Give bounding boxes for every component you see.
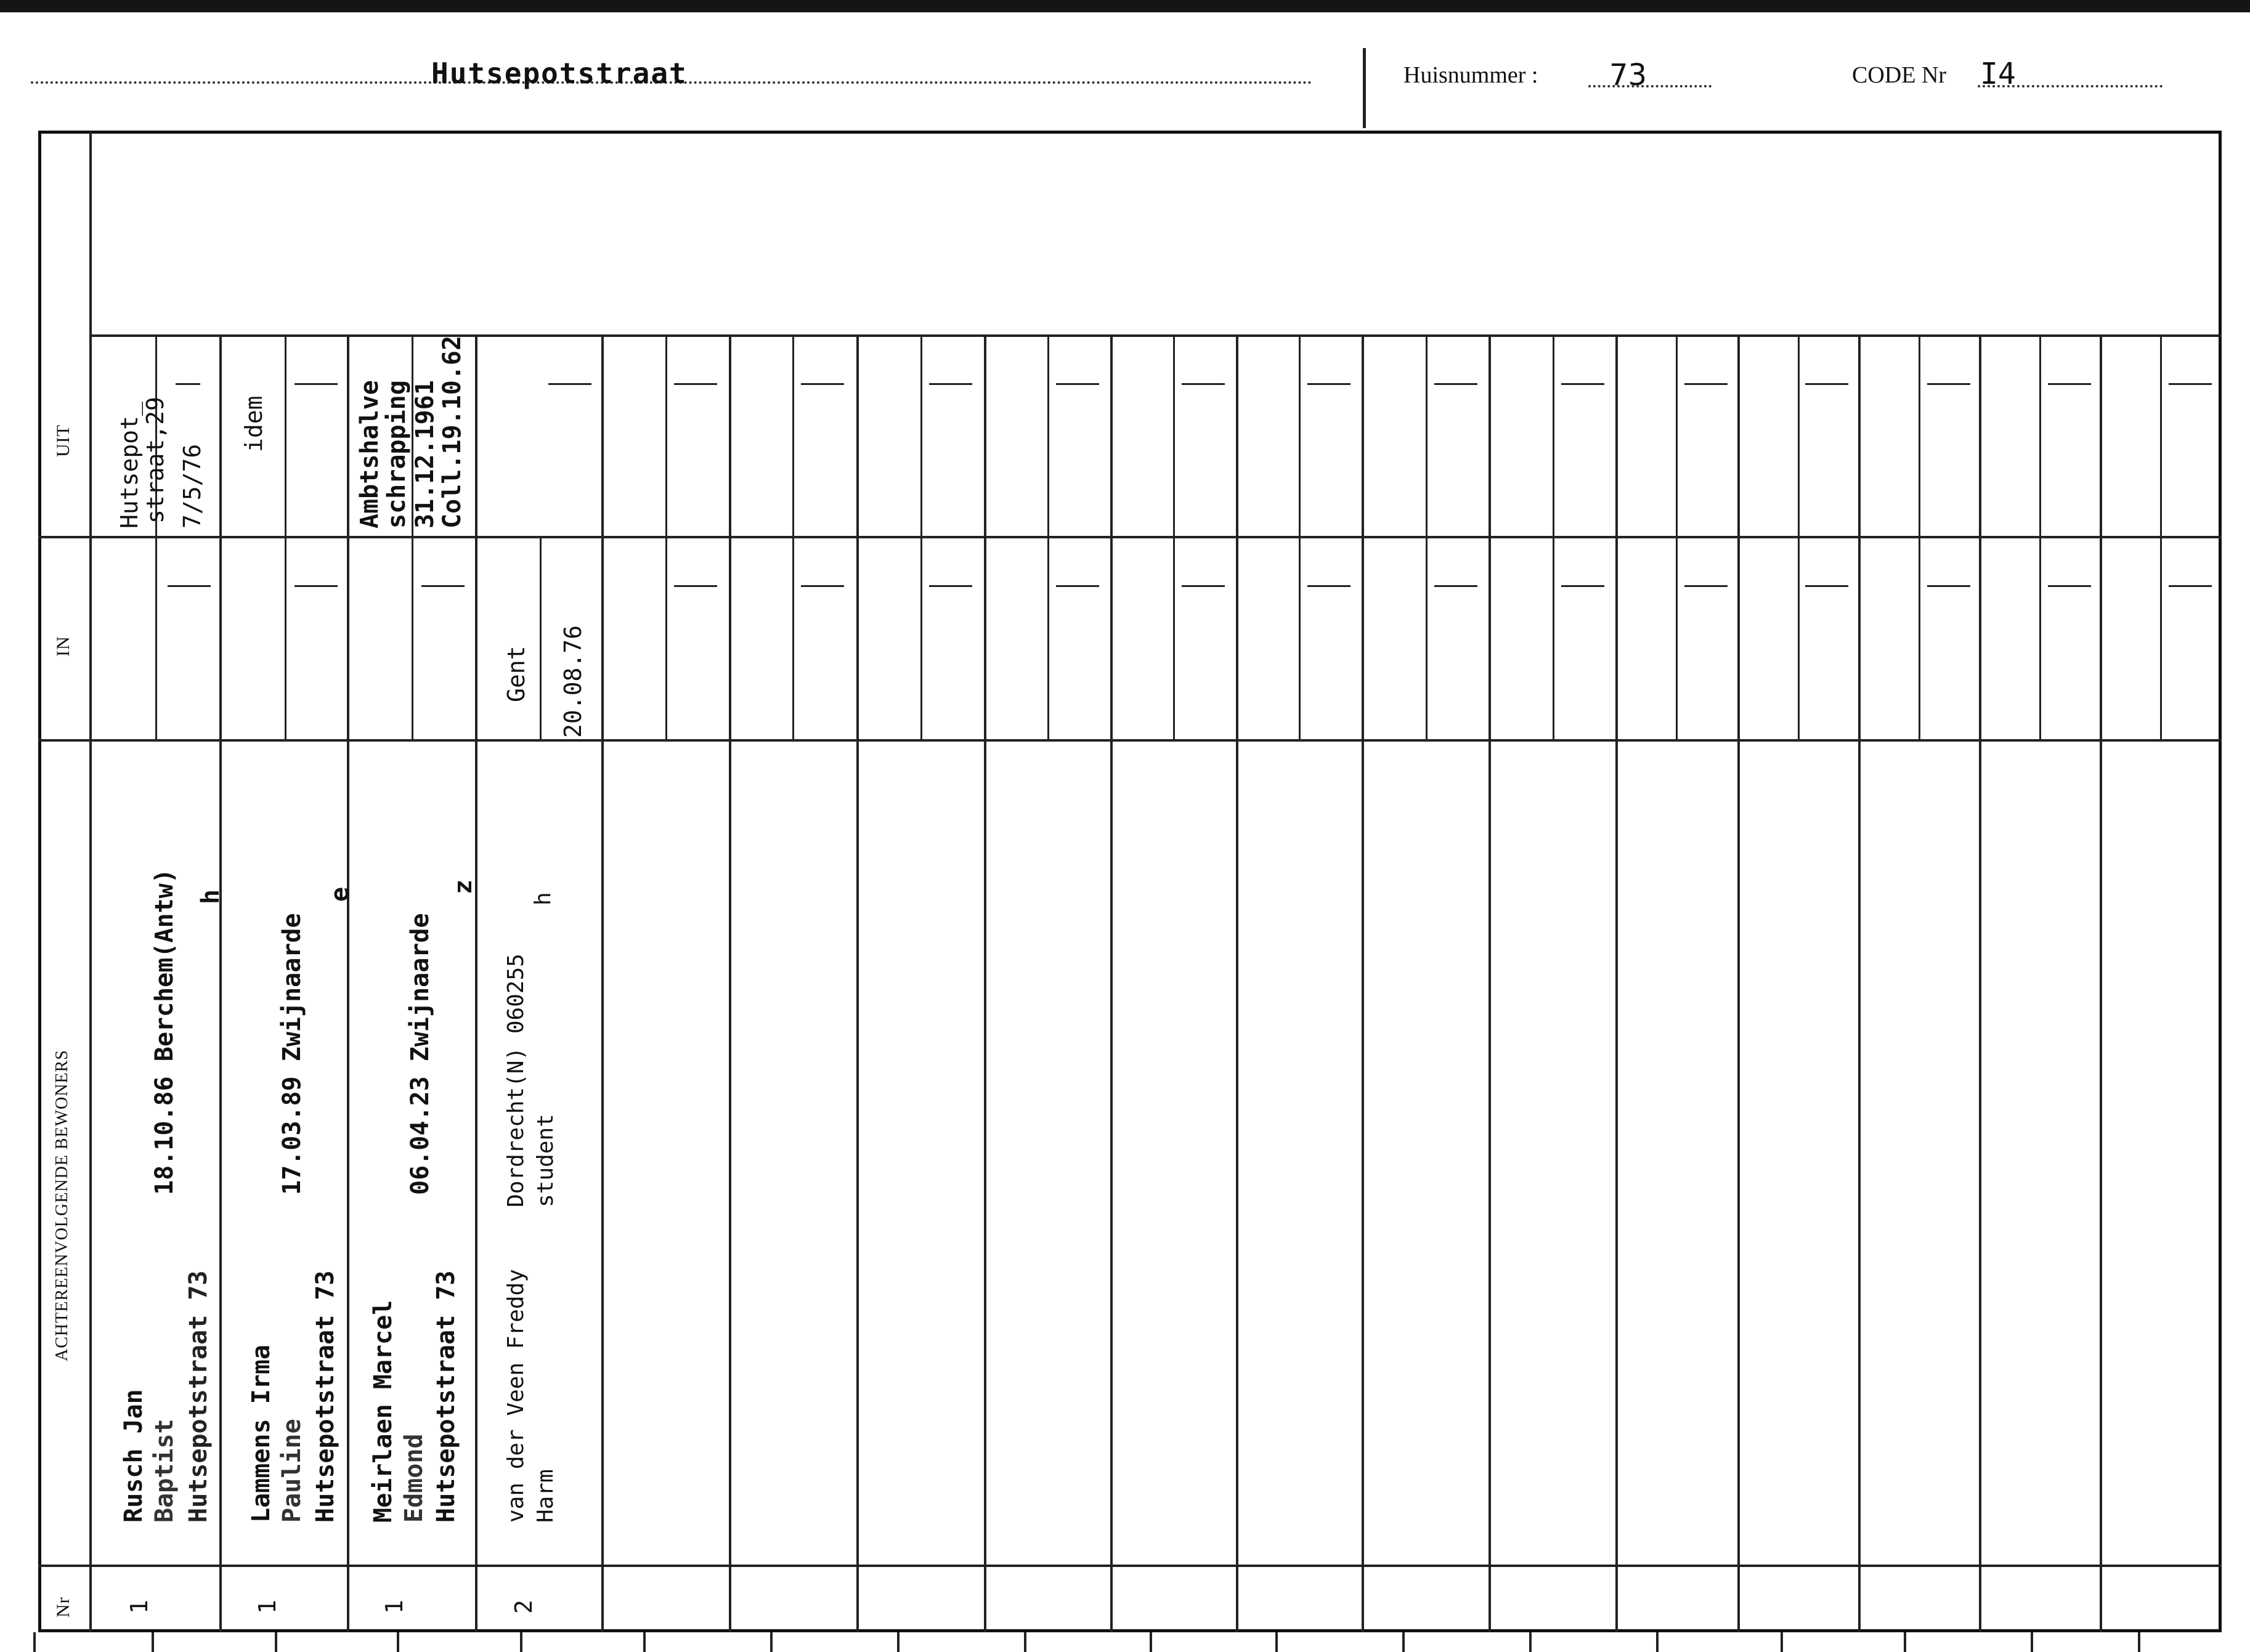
cell-subdivider: [1798, 334, 1800, 739]
bottom-edge-tick: [152, 1632, 154, 1652]
code-label: CODE Nr: [1852, 62, 1947, 88]
out-place-cont: straat,29: [142, 397, 169, 524]
row-divider-in-residents: [38, 739, 2222, 742]
cell-subdivider: [155, 334, 157, 739]
record-nr: 1: [126, 1600, 153, 1614]
bottom-edge-tick: [1781, 1632, 1783, 1652]
empty-out-dash: [294, 383, 338, 385]
empty-out-dash: [929, 383, 972, 385]
cell-subdivider: [540, 536, 542, 739]
house-number-value: 73: [1609, 58, 1647, 92]
resident-mark: h: [197, 889, 225, 904]
column-divider: [2100, 334, 2102, 1632]
record-nr: 1: [381, 1600, 408, 1614]
column-divider: [1615, 334, 1618, 1632]
label-column-divider: [89, 131, 92, 1632]
out-place: Hutsepot_: [116, 402, 143, 528]
empty-in-dash: [168, 585, 211, 587]
code-value: I4: [1980, 57, 2016, 91]
out-date: 31.12.1961: [411, 380, 439, 528]
cell-subdivider: [1299, 334, 1301, 739]
bottom-edge-tick: [2031, 1632, 2033, 1652]
resident-birth: Dordrecht(N) 060255: [503, 954, 529, 1207]
empty-out-dash: [801, 383, 844, 385]
resident-address: Hutsepotstraat 73: [311, 1270, 339, 1523]
empty-in-dash: [2048, 585, 2091, 587]
out-reason: Ambtshalve: [355, 380, 384, 528]
cell-subdivider: [1047, 334, 1049, 739]
record-nr: 1: [254, 1600, 281, 1614]
bottom-edge-tick: [275, 1632, 277, 1652]
code-dotted-line: [1978, 85, 2163, 87]
bottom-edge-tick: [1150, 1632, 1152, 1652]
empty-out-dash: [176, 383, 200, 385]
empty-out-dash: [1182, 383, 1225, 385]
house-number-dotted-line: [1588, 85, 1712, 87]
label-out: UIT: [53, 424, 73, 457]
out-reason-cont: schrapping: [383, 380, 411, 528]
empty-in-dash: [801, 585, 844, 587]
empty-out-dash: [1434, 383, 1477, 385]
empty-in-dash: [1927, 585, 1970, 587]
resident-address: Hutsepotstraat 73: [432, 1270, 460, 1523]
bottom-edge-tick: [1024, 1632, 1026, 1652]
bottom-edge-tick: [397, 1632, 399, 1652]
row-divider-top: [89, 334, 2222, 337]
bottom-edge-tick: [520, 1632, 522, 1652]
cell-subdivider: [920, 334, 922, 739]
empty-in-dash: [1434, 585, 1477, 587]
resident-mark: h: [530, 892, 556, 905]
empty-out-dash: [2048, 383, 2091, 385]
resident-occupation: student: [533, 1114, 558, 1207]
empty-out-dash: [1307, 383, 1350, 385]
column-divider: [984, 334, 986, 1632]
scan-top-edge: [0, 0, 2250, 12]
resident-address: Hutsepotstraat 73: [184, 1270, 213, 1523]
out-date: 7/5/76: [179, 443, 206, 528]
resident-birth: 06.04.23 Zwijnaarde: [406, 913, 434, 1195]
street-name: Hutsepotstraat: [431, 57, 688, 90]
empty-in-dash: [1684, 585, 1728, 587]
cell-subdivider: [2160, 334, 2162, 739]
label-in: IN: [53, 636, 73, 657]
cell-subdivider: [1426, 334, 1428, 739]
column-divider: [856, 334, 859, 1632]
column-divider: [1858, 334, 1861, 1632]
label-nr: Nr: [53, 1597, 73, 1618]
cell-subdivider: [1553, 334, 1554, 739]
column-divider: [729, 334, 731, 1632]
column-divider: [1979, 334, 1981, 1632]
empty-out-dash: [1056, 383, 1099, 385]
resident-name: Meirlaen Marcel: [369, 1300, 397, 1523]
empty-in-dash: [1182, 585, 1225, 587]
bottom-edge-tick: [1656, 1632, 1659, 1652]
column-divider: [1737, 334, 1740, 1632]
resident-birth: 17.03.89 Zwijnaarde: [278, 913, 306, 1195]
record-nr: 2: [510, 1600, 537, 1614]
empty-out-dash: [1927, 383, 1970, 385]
cell-subdivider: [665, 334, 667, 739]
bottom-edge-tick: [770, 1632, 773, 1652]
resident-name: van der Veen Freddy: [503, 1269, 529, 1523]
cell-subdivider: [1676, 334, 1678, 739]
resident-given-name: Edmond: [400, 1433, 428, 1523]
empty-in-dash: [674, 585, 717, 587]
label-residents: ACHTEREENVOLGENDE BEWONERS: [52, 1050, 71, 1361]
cell-subdivider: [2039, 334, 2041, 739]
resident-given-name: Baptist: [150, 1419, 179, 1523]
out-collation: Coll.19.10.62: [438, 335, 466, 528]
empty-in-dash: [2169, 585, 2212, 587]
bottom-edge-tick: [1529, 1632, 1532, 1652]
column-divider: [1362, 334, 1364, 1632]
cell-subdivider: [792, 334, 794, 739]
resident-birth: 18.10.86 Berchem(Antw): [150, 869, 179, 1195]
empty-out-dash: [1805, 383, 1848, 385]
empty-out-dash: [548, 383, 591, 385]
empty-in-dash: [294, 585, 338, 587]
cell-subdivider: [1919, 334, 1920, 739]
resident-name: Lammens Irma: [247, 1345, 275, 1523]
empty-in-dash: [421, 585, 465, 587]
empty-out-dash: [2169, 383, 2212, 385]
row-divider-out-in: [38, 536, 2222, 538]
empty-in-dash: [1561, 585, 1604, 587]
house-number-label: Huisnummer :: [1403, 62, 1538, 88]
resident-given-name: Harm: [533, 1469, 558, 1523]
resident-mark: z: [449, 879, 477, 894]
column-divider: [1110, 334, 1113, 1632]
bottom-edge-tick: [1275, 1632, 1278, 1652]
in-date: 20.08.76: [559, 625, 587, 738]
bottom-edge-tick: [897, 1632, 900, 1652]
header-divider: [1363, 48, 1366, 128]
column-divider: [601, 334, 604, 1632]
resident-mark: e: [326, 886, 354, 902]
row-divider-residents-nr: [38, 1565, 2222, 1567]
column-divider: [219, 334, 222, 1632]
column-divider: [1236, 334, 1238, 1632]
column-divider: [1488, 334, 1491, 1632]
cell-subdivider: [1173, 334, 1175, 739]
empty-out-dash: [1561, 383, 1604, 385]
resident-given-name: Pauline: [278, 1419, 306, 1523]
empty-in-dash: [929, 585, 972, 587]
cell-subdivider: [285, 334, 286, 739]
bottom-edge-tick: [643, 1632, 646, 1652]
bottom-edge-tick: [2138, 1632, 2140, 1652]
empty-in-dash: [1307, 585, 1350, 587]
empty-in-dash: [1805, 585, 1848, 587]
out-place: idem: [240, 395, 267, 452]
register-table: [38, 131, 2222, 1632]
resident-name: Rusch Jan: [120, 1389, 148, 1523]
bottom-edge-tick: [33, 1632, 36, 1652]
column-divider: [475, 334, 477, 1632]
bottom-edge-tick: [1904, 1632, 1906, 1652]
column-divider: [347, 334, 349, 1632]
empty-out-dash: [1684, 383, 1728, 385]
empty-in-dash: [1056, 585, 1099, 587]
in-place: Gent: [503, 646, 530, 702]
empty-out-dash: [674, 383, 717, 385]
bottom-edge-tick: [1402, 1632, 1405, 1652]
